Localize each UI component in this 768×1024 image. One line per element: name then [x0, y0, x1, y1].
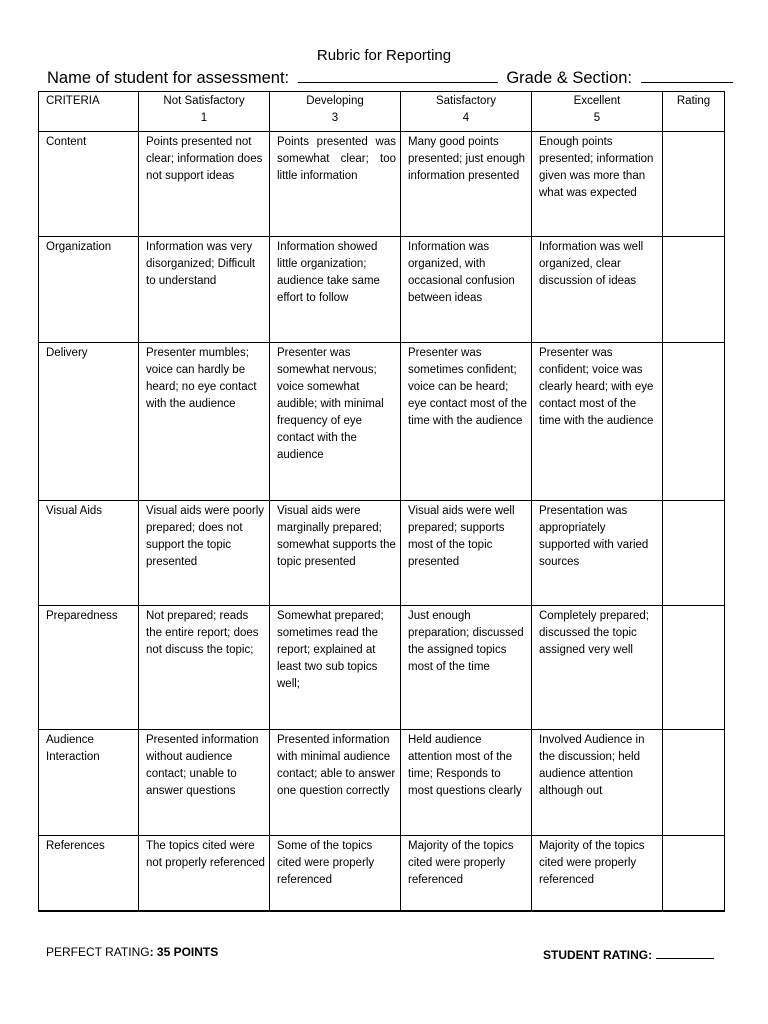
- header-row: [39, 92, 725, 132]
- level-score: 4: [462, 112, 470, 124]
- level-score: 1: [200, 112, 208, 124]
- criterion-name: Content: [39, 132, 139, 237]
- rubric-table: [38, 91, 725, 912]
- grade-section-blank[interactable]: [641, 68, 733, 83]
- descriptor-cell: Presenter was confident; voice was clearly heard; with eye contact most of the time with the audience: [532, 343, 663, 501]
- student-rating: [543, 945, 714, 962]
- descriptor-cell: Information was very disorganized; Difficult to understand: [139, 237, 270, 343]
- level-header-excellent: [532, 92, 663, 132]
- descriptor-cell: Majority of the topics cited were properly referenced: [401, 836, 532, 911]
- rating-cell[interactable]: [663, 132, 725, 237]
- rating-cell[interactable]: [663, 501, 725, 606]
- student-rating-blank[interactable]: [656, 945, 714, 959]
- level-header-developing: [270, 92, 401, 132]
- student-rating-label: STUDENT RATING:: [543, 948, 653, 962]
- criterion-row-delivery: [39, 343, 725, 501]
- criterion-row-audience-interaction: [39, 730, 725, 836]
- descriptor-cell: Many good points presented; just enough information presented: [401, 132, 532, 237]
- descriptor-cell: The topics cited were not properly referenced: [139, 836, 270, 911]
- document-title: Rubric for Reporting: [316, 47, 452, 64]
- descriptor-cell: Somewhat prepared; sometimes read the report; explained at least two sub topics well;: [270, 606, 401, 730]
- criterion-name: Delivery: [39, 343, 139, 501]
- criterion-row-visual-aids: [39, 501, 725, 606]
- criteria-header: CRITERIA: [39, 92, 139, 132]
- descriptor-cell: Points presented not clear; information does not support ideas: [139, 132, 270, 237]
- descriptor-cell: Involved Audience in the discussion; held audience attention although out: [532, 730, 663, 836]
- rating-header: Rating: [663, 92, 725, 132]
- level-score: 3: [331, 112, 339, 124]
- criterion-name: Visual Aids: [39, 501, 139, 606]
- descriptor-cell: Some of the topics cited were properly referenced: [270, 836, 401, 911]
- descriptor-cell: Presented information with minimal audience contact; able to answer one question correctly: [270, 730, 401, 836]
- level-header-not-satisfactory: [139, 92, 270, 132]
- level-label: Developing: [306, 95, 364, 107]
- criterion-row-references: [39, 836, 725, 911]
- descriptor-cell: Presented information without audience contact; unable to answer questions: [139, 730, 270, 836]
- descriptor-cell: Visual aids were marginally prepared; somewhat supports the topic presented: [270, 501, 401, 606]
- level-label: Excellent: [573, 95, 621, 107]
- descriptor-cell: Completely prepared; discussed the topic assigned very well: [532, 606, 663, 730]
- descriptor-cell: Presenter was sometimes confident; voice can be heard; eye contact most of the time with the audience: [401, 343, 532, 501]
- rating-cell[interactable]: [663, 606, 725, 730]
- descriptor-cell: Information was organized, with occasional confusion between ideas: [401, 237, 532, 343]
- descriptor-cell: Just enough preparation; discussed the assigned topics most of the time: [401, 606, 532, 730]
- rating-cell[interactable]: [663, 237, 725, 343]
- descriptor-cell: Majority of the topics cited were properly referenced: [532, 836, 663, 911]
- criterion-row-organization: [39, 237, 725, 343]
- student-info-line: [47, 68, 727, 88]
- descriptor-cell: Information was well organized, clear discussion of ideas: [532, 237, 663, 343]
- descriptor-cell: Presentation was appropriately supported with varied sources: [532, 501, 663, 606]
- criterion-name: Organization: [39, 237, 139, 343]
- criterion-name: References: [39, 836, 139, 911]
- grade-section-label: Grade & Section:: [506, 69, 632, 87]
- descriptor-cell: Presenter was somewhat nervous; voice somewhat audible; with minimal frequency of eye contact with the audience: [270, 343, 401, 501]
- perfect-rating-label: PERFECT RATING: [46, 945, 150, 959]
- descriptor-cell: Held audience attention most of the time; Responds to most questions clearly: [401, 730, 532, 836]
- perfect-rating: [46, 945, 218, 959]
- rating-cell[interactable]: [663, 343, 725, 501]
- descriptor-cell: Presenter mumbles; voice can hardly be heard; no eye contact with the audience: [139, 343, 270, 501]
- descriptor-cell: Enough points presented; information given was more than what was expected: [532, 132, 663, 237]
- rating-cell[interactable]: [663, 730, 725, 836]
- level-header-satisfactory: [401, 92, 532, 132]
- criterion-row-preparedness: [39, 606, 725, 730]
- level-score: 5: [593, 112, 601, 124]
- student-name-label: Name of student for assessment:: [47, 69, 290, 87]
- descriptor-cell: Information showed little organization; audience take same effort to follow: [270, 237, 401, 343]
- rating-cell[interactable]: [663, 836, 725, 911]
- student-name-blank[interactable]: [298, 68, 498, 83]
- descriptor-cell: Visual aids were well prepared; supports most of the topic presented: [401, 501, 532, 606]
- descriptor-cell: Not prepared; reads the entire report; does not discuss the topic;: [139, 606, 270, 730]
- criterion-row-content: [39, 132, 725, 237]
- descriptor-cell: Visual aids were poorly prepared; does not support the topic presented: [139, 501, 270, 606]
- descriptor-cell: Points presented was somewhat clear; too little information: [270, 132, 401, 237]
- level-label: Not Satisfactory: [163, 95, 245, 107]
- criterion-name: Audience Interaction: [39, 730, 139, 836]
- level-label: Satisfactory: [435, 95, 497, 107]
- criterion-name: Preparedness: [39, 606, 139, 730]
- perfect-rating-value: : 35 POINTS: [149, 945, 219, 959]
